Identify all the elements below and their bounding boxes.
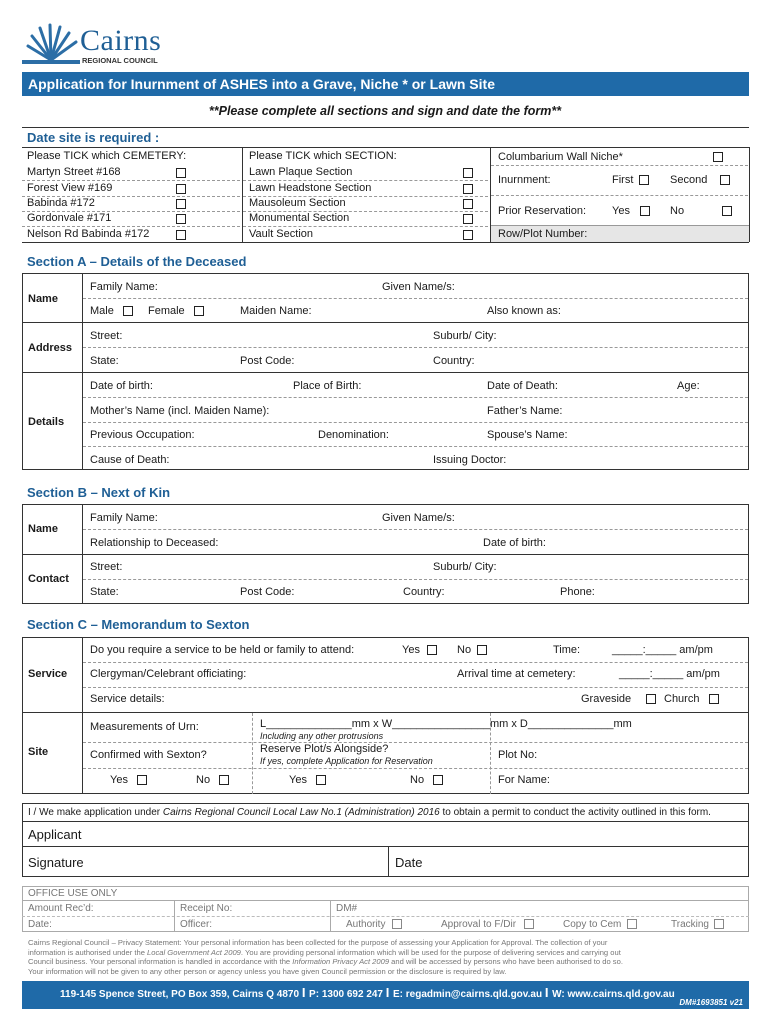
section-option: Monumental Section — [249, 212, 350, 224]
service-details-field[interactable]: Service details: — [90, 693, 165, 705]
kin-suburb[interactable]: Suburb/ City: — [433, 561, 497, 573]
confirmed-no-checkbox[interactable] — [219, 775, 229, 785]
female-checkbox[interactable] — [194, 306, 204, 316]
office-tracking: Tracking — [671, 919, 709, 930]
reserve-yes-label: Yes — [289, 774, 307, 786]
cemetery-header: Please TICK which CEMETERY: — [27, 150, 187, 162]
cause-of-death[interactable]: Cause of Death: — [90, 454, 170, 466]
section-a-details-label: Details — [28, 416, 65, 428]
signature-field[interactable]: Signature — [28, 855, 84, 870]
church-label: Church — [664, 693, 700, 705]
privacy-line-2 — [28, 948, 623, 958]
declaration-law: Cairns Regional Council Local Law No.1 (Administration) 2016 — [162, 807, 440, 818]
urn-measure-field[interactable]: L______________mm x W________________mm x D______________mm — [260, 718, 632, 730]
kin-postcode[interactable]: Post Code: — [240, 586, 295, 598]
arrival-label: Arrival time at cemetery: — [457, 668, 576, 680]
approval-checkbox[interactable] — [524, 919, 534, 929]
section-checkbox[interactable] — [463, 168, 473, 178]
palm-logo-icon — [22, 22, 80, 68]
rowplot-label: Row/Plot Number: — [498, 228, 588, 240]
office-dm: DM# — [336, 903, 358, 914]
section-header: Please TICK which SECTION: — [249, 150, 397, 162]
cemetery-checkbox[interactable] — [176, 214, 186, 224]
reserve-plot-label: Reserve Plot/s Alongside? — [260, 743, 389, 755]
section-a-name-label: Name — [28, 293, 58, 305]
office-use-box — [22, 886, 749, 932]
issuing-doctor[interactable]: Issuing Doctor: — [433, 454, 507, 466]
service-yes-label: Yes — [402, 644, 420, 656]
logo — [22, 20, 182, 70]
prior-no-label: No — [670, 205, 685, 217]
section-c-table — [22, 637, 749, 794]
graveside-checkbox[interactable] — [646, 694, 656, 704]
deceased-dod[interactable]: Date of Death: — [487, 380, 558, 392]
cemetery-option: Martyn Street #168 — [27, 166, 121, 178]
prior-yes-label: Yes — [612, 205, 630, 217]
section-b-name-label: Name — [28, 523, 58, 535]
privacy-text: Council business. Your personal information is handled in accordance with the — [28, 957, 293, 966]
prior-label: Prior Reservation: — [498, 205, 587, 217]
arrival-field[interactable]: _____:_____ am/pm — [619, 668, 720, 680]
section-a-title: Section A – Details of the Deceased — [27, 254, 247, 269]
time-field[interactable]: _____:_____ am/pm — [612, 644, 713, 656]
service-label: Service — [28, 668, 68, 680]
time-label: Time: — [553, 644, 581, 656]
section-a-address-label: Address — [28, 342, 73, 354]
section-b-title: Section B – Next of Kin — [27, 485, 171, 500]
second-label: Second — [670, 174, 708, 186]
section-option: Vault Section — [249, 228, 314, 240]
inurnment-label: Inurnment: — [498, 174, 551, 186]
date-field[interactable]: Date — [395, 855, 423, 870]
reserve-no-label: No — [410, 774, 425, 786]
confirmed-yes-checkbox[interactable] — [137, 775, 147, 785]
privacy-line-4: Your information will not be given to any other person or agency unless you have given Council permission or the disclosure is required by law. — [28, 966, 507, 976]
rowplot-field[interactable] — [491, 225, 749, 243]
graveside-label: Graveside — [581, 693, 632, 705]
logo-name: Cairns — [80, 24, 162, 57]
protrusions-note: Including any other protrusions — [260, 731, 384, 741]
reserve-plot-note: If yes, complete Application for Reservation — [260, 756, 433, 766]
office-receipt: Receipt No: — [180, 903, 233, 914]
section-checkbox[interactable] — [463, 214, 473, 224]
office-amount: Amount Rec’d: — [28, 903, 94, 914]
church-checkbox[interactable] — [709, 694, 719, 704]
kin-country[interactable]: Country: — [403, 586, 445, 598]
male-checkbox[interactable] — [123, 306, 133, 316]
privacy-text: . You are providing personal information which will be used for the purpose of delivering services and carrying out — [240, 947, 621, 957]
deceased-given-name[interactable]: Given Name/s: — [382, 281, 455, 293]
site-label: Site — [28, 746, 49, 758]
deceased-age[interactable]: Age: — [677, 380, 700, 392]
declaration-pre: I / We make application under — [28, 807, 163, 818]
office-approval: Approval to F/Dir — [441, 919, 517, 930]
niche-checkbox[interactable] — [713, 152, 723, 162]
section-option: Mausoleum Section — [249, 197, 346, 209]
service-no-label: No — [457, 644, 472, 656]
cemetery-checkbox[interactable] — [176, 184, 186, 194]
privacy-line-1: Cairns Regional Council – Privacy Statement: Your personal information has been collected for the purpose of assessing your Application for Approval. The collection of your — [28, 938, 608, 947]
service-no-checkbox[interactable] — [477, 645, 487, 655]
urn-measure-label: Measurements of Urn: — [90, 721, 199, 733]
clergy-field[interactable]: Clergyman/Celebrant officiating: — [90, 668, 247, 680]
page-title: Application for Inurnment of ASHES into a Grave, Niche * or Lawn Site — [28, 76, 495, 92]
section-checkbox[interactable] — [463, 230, 473, 240]
mother-name[interactable]: Mother’s Name (incl. Maiden Name): — [90, 405, 270, 417]
deceased-family-name[interactable]: Family Name: — [90, 281, 158, 293]
privacy-line-3 — [28, 957, 623, 967]
kin-dob[interactable]: Date of birth: — [483, 537, 546, 549]
privacy-act-ref: Local Government Act 2009 — [147, 947, 241, 957]
confirmed-no-label: No — [196, 774, 211, 786]
deceased-street[interactable]: Street: — [90, 330, 123, 342]
confirmed-yes-label: Yes — [110, 774, 128, 786]
cemetery-checkbox[interactable] — [176, 199, 186, 209]
office-officer: Officer: — [180, 919, 213, 930]
spouse-name[interactable]: Spouse’s Name: — [487, 429, 568, 441]
office-copy: Copy to Cem — [563, 919, 622, 930]
first-checkbox[interactable] — [639, 175, 649, 185]
office-heading: OFFICE USE ONLY — [28, 888, 118, 899]
privacy-text: and will be accessed by persons who have been authorised to do so. — [389, 957, 623, 966]
declaration-post: to obtain a permit to conduct the activity outlined in this form. — [439, 807, 711, 818]
confirmed-sexton-label: Confirmed with Sexton? — [90, 749, 207, 761]
section-option: Lawn Plaque Section — [249, 166, 353, 178]
kin-relationship[interactable]: Relationship to Deceased: — [90, 537, 219, 549]
father-name[interactable]: Father’s Name: — [487, 405, 563, 417]
section-option: Lawn Headstone Section — [249, 182, 372, 194]
previous-occupation[interactable]: Previous Occupation: — [90, 429, 195, 441]
service-question: Do you require a service to be held or family to attend: — [90, 644, 355, 656]
service-yes-checkbox[interactable] — [427, 645, 437, 655]
footer-phone: P: 1300 692 247 — [309, 989, 383, 1000]
male-label: Male — [90, 305, 114, 317]
section-checkbox[interactable] — [463, 199, 473, 209]
footer-web[interactable]: W: www.cairns.qld.gov.au — [552, 989, 675, 1000]
section-b-contact-label: Contact — [28, 573, 69, 585]
deceased-state[interactable]: State: — [90, 355, 119, 367]
privacy-text: information is authorised under the — [28, 947, 148, 957]
office-date: Date: — [28, 919, 52, 930]
tracking-checkbox[interactable] — [714, 919, 724, 929]
title-bar — [22, 72, 749, 96]
cemetery-option: Forest View #169 — [27, 182, 113, 194]
authority-checkbox[interactable] — [392, 919, 402, 929]
logo-sub: REGIONAL COUNCIL — [82, 56, 158, 65]
second-checkbox[interactable] — [720, 175, 730, 185]
section-checkbox[interactable] — [463, 184, 473, 194]
footer-bar — [22, 981, 749, 1009]
maiden-name[interactable]: Maiden Name: — [240, 305, 312, 317]
deceased-suburb[interactable]: Suburb/ City: — [433, 330, 497, 342]
privacy-statement — [28, 938, 623, 976]
kin-phone[interactable]: Phone: — [560, 586, 595, 598]
deceased-dob[interactable]: Date of birth: — [90, 380, 153, 392]
kin-given-name[interactable]: Given Name/s: — [382, 512, 455, 524]
first-label: First — [612, 174, 634, 186]
footer-dm: DM#1693851 v21 — [679, 998, 743, 1007]
cemetery-option: Nelson Rd Babinda #172 — [27, 228, 150, 240]
denomination[interactable]: Denomination: — [318, 429, 389, 441]
site-heading: Date site is required : — [27, 130, 160, 145]
kin-street[interactable]: Street: — [90, 561, 123, 573]
deceased-country[interactable]: Country: — [433, 355, 475, 367]
reserve-yes-checkbox[interactable] — [316, 775, 326, 785]
office-authority: Authority — [346, 919, 386, 930]
footer-address: 119-145 Spence Street, PO Box 359, Cairns Q 4870 — [60, 989, 300, 1000]
also-known-as[interactable]: Also known as: — [487, 305, 561, 317]
female-label: Female — [148, 305, 185, 317]
prior-no-checkbox[interactable] — [722, 206, 732, 216]
plot-number-field[interactable]: Plot No: — [498, 749, 538, 761]
kin-state[interactable]: State: — [90, 586, 119, 598]
footer-contact: 119-145 Spence Street, PO Box 359, Cairns Q 4870 I P: 1300 692 247 I E: regadmin@cairns.qld.gov.au I W: www.cairns.qld.gov.au — [60, 985, 675, 1000]
cemetery-checkbox[interactable] — [176, 168, 186, 178]
cemetery-option: Babinda #172 — [27, 197, 95, 209]
declaration-text — [28, 807, 711, 818]
copy-checkbox[interactable] — [627, 919, 637, 929]
footer-email[interactable]: E: regadmin@cairns.qld.gov.au — [393, 989, 543, 1000]
prior-yes-checkbox[interactable] — [640, 206, 650, 216]
reserve-no-checkbox[interactable] — [433, 775, 443, 785]
niche-label: Columbarium Wall Niche* — [498, 151, 623, 163]
cemetery-checkbox[interactable] — [176, 230, 186, 240]
section-c-title: Section C – Memorandum to Sexton — [27, 617, 250, 632]
subtitle: **Please complete all sections and sign and date the form** — [208, 104, 562, 118]
cemetery-option: Gordonvale #171 — [27, 212, 112, 224]
deceased-postcode[interactable]: Post Code: — [240, 355, 295, 367]
privacy-act-ref: Information Privacy Act 2009 — [292, 957, 390, 966]
applicant-field[interactable]: Applicant — [28, 827, 82, 842]
deceased-pob[interactable]: Place of Birth: — [293, 380, 362, 392]
for-name-field[interactable]: For Name: — [498, 774, 550, 786]
kin-family-name[interactable]: Family Name: — [90, 512, 158, 524]
